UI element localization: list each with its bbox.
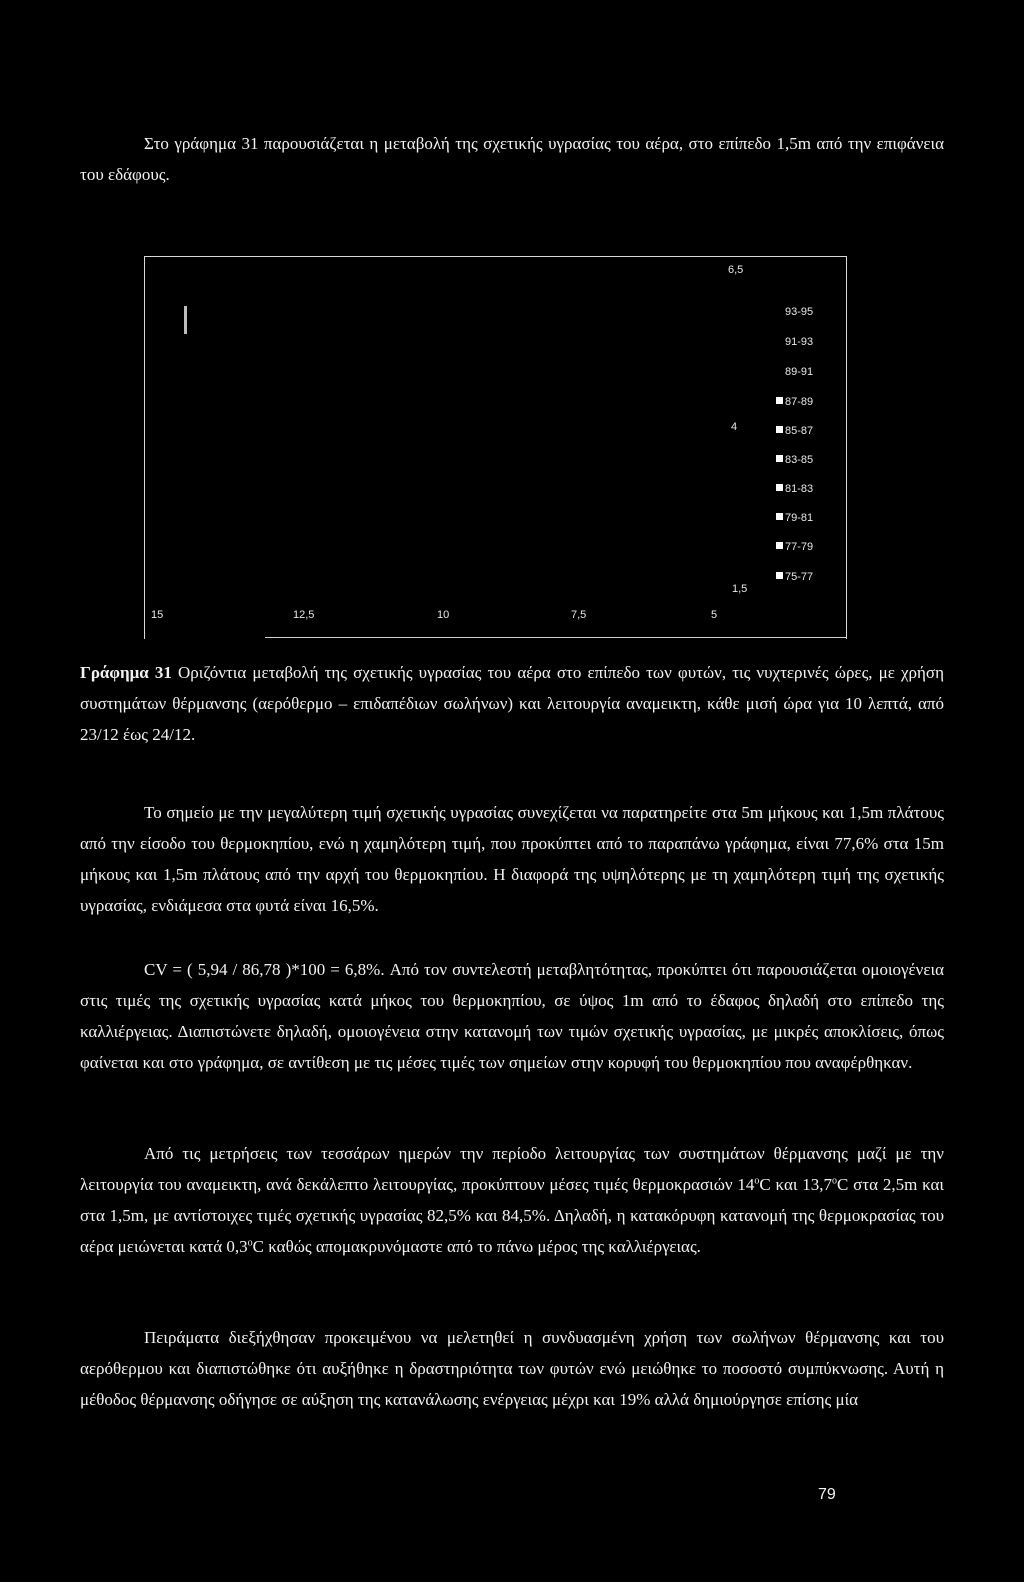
paragraph-experiments: Πειράματα διεξήχθησαν προκειμένου να μελετηθεί η συνδυασμένη χρήση των σωλήνων θέρμανσης και του αερόθερμου και διαπιστώθηκε ότι αυξήθηκε η δραστηριότητα των φυτών ενώ μειώθηκε το ποσοστό συμπύκνωσης. Αυτή η μέθοδος θέρμανσης οδήγησε σε αύξηση της κατανάλωσης ενέργειας μέχρι και 19% αλλά δημιούργησε επίσης μία [80,1328,944,1409]
legend-label: 93-95 [785,306,814,318]
legend-item-85-87 [776,425,846,437]
paragraph-highest-humidity: Το σημείο με την μεγαλύτερη τιμή σχετικής υγρασίας συνεχίζεται να παρατηρείτε στα 5m μήκους και 1,5m πλάτους από την είσοδο του θερμοκηπίου, ενώ η χαμηλότερη τιμή, που προκύπτει από το παραπάνω γράφημα, είναι 77,6% στα 15m μήκους και 1,5m πλάτους από την αρχή του θερμοκηπίου. Η διαφορά της υψηλότερης με τη χαμηλότερη τιμή της σχετικής υγρασίας, ενδιάμεσα στα φυτά είναι 16,5%. [80,803,944,915]
x-label-10: 10 [437,609,450,621]
x-label-7-5: 7,5 [571,609,587,621]
chart-scale-mark [184,306,187,334]
legend-swatch [776,572,783,579]
legend-label: 89-91 [785,366,814,378]
degree-sup: o [754,1175,760,1187]
paragraph-measurements [80,1138,944,1262]
legend-label: 87-89 [785,396,814,408]
legend-swatch [776,513,783,520]
legend-label: 77-79 [785,541,814,553]
p3-text-d: C καθώς απομακρυνόμαστε από το πάνω μέρος της καλλιέργειας. [252,1237,701,1256]
chart-frame [144,256,847,639]
p3-text-b: C και 13,7 [759,1175,832,1194]
y-label-mid: 4 [731,421,738,433]
legend-item-81-83 [776,483,846,495]
p3-text-a: Από τις μετρήσεις των τεσσάρων ημερών την περίοδο λειτουργίας των συστημάτων θέρμανσης μαζί με την λειτουργία του αναμεικτη, ανά δεκάλεπτο λειτουργίας, προκύπτουν μέσες τιμές θερμοκρασιών 14 [80,1144,944,1194]
legend-item-93-95 [776,306,846,318]
legend-item-77-79 [776,541,846,553]
degree-sup: o [247,1237,253,1249]
legend-swatch [776,542,783,549]
legend-label: 85-87 [785,425,814,437]
legend-item-87-89 [776,396,846,408]
y-label-top: 6,5 [728,264,744,276]
legend-item-79-81 [776,512,846,524]
chart-baseline [265,637,847,638]
legend-label: 75-77 [785,571,814,583]
x-label-12-5: 12,5 [293,609,315,621]
intro-paragraph: Στο γράφημα 31 παρουσιάζεται η μεταβολή της σχετικής υγρασίας του αέρα, στο επίπεδο 1,5m από την επιφάνεια του εδάφους. [80,134,944,184]
legend-label: 81-83 [785,483,814,495]
legend-label: 91-93 [785,336,814,348]
legend-item-91-93 [776,336,846,348]
caption-text: Οριζόντια μεταβολή της σχετικής υγρασίας του αέρα στο επίπεδο των φυτών, τις νυχτερινές ώρες, με χρήση συστημάτων θέρμανσης (αερόθερμο – επιδαπέδιων σωλήνων) και λειτουργία αναμεικτη, κάθε μισή ώρα για 10 λεπτά, από 23/12 έως 24/12. [80,663,944,744]
paragraph-cv: CV = ( 5,94 / 86,78 )*100 = 6,8%. Από τον συντελεστή μεταβλητότητας, προκύπτει ότι παρουσιάζεται ομοιογένεια στις τιμές της σχετικής υγρασίας κατά μήκος του θερμοκηπίου, σε ύψος 1m από το έδαφος δηλαδή στο επίπεδο της καλλιέργειας. Διαπιστώνετε δηλαδή, ομοιογένεια στην κατανομή των τιμών σχετικής υγρασίας, με μικρές αποκλίσεις, όπως φαίνεται και στο γράφημα, σε αντίθεση με τις μέσες τιμές των σημείων στην κορυφή του θερμοκηπίου που αναφέρθηκαν. [80,960,944,1072]
legend-swatch [776,484,783,491]
x-label-15: 15 [151,609,164,621]
legend-swatch [776,426,783,433]
legend-swatch [776,397,783,404]
figure-caption [80,657,944,750]
legend-item-83-85 [776,454,846,466]
legend-item-75-77 [776,571,846,583]
degree-sup: o [831,1175,837,1187]
page-number: 79 [818,1486,836,1503]
legend-swatch [776,455,783,462]
p3-text-c: C στα 2,5m και στα 1,5m, με αντίστοιχες τιμές σχετικής υγρασίας 82,5% και 84,5%. Δηλαδή, η κατακόρυφη κατανομή της θερμοκρασίας του αέρα μειώνεται κατά 0,3 [80,1175,944,1256]
caption-prefix: Γράφημα 31 [80,663,172,682]
legend-label: 83-85 [785,454,814,466]
x-label-5: 5 [711,609,718,621]
y-label-bottom: 1,5 [732,583,748,595]
legend-item-89-91 [776,366,846,378]
legend-label: 79-81 [785,512,814,524]
